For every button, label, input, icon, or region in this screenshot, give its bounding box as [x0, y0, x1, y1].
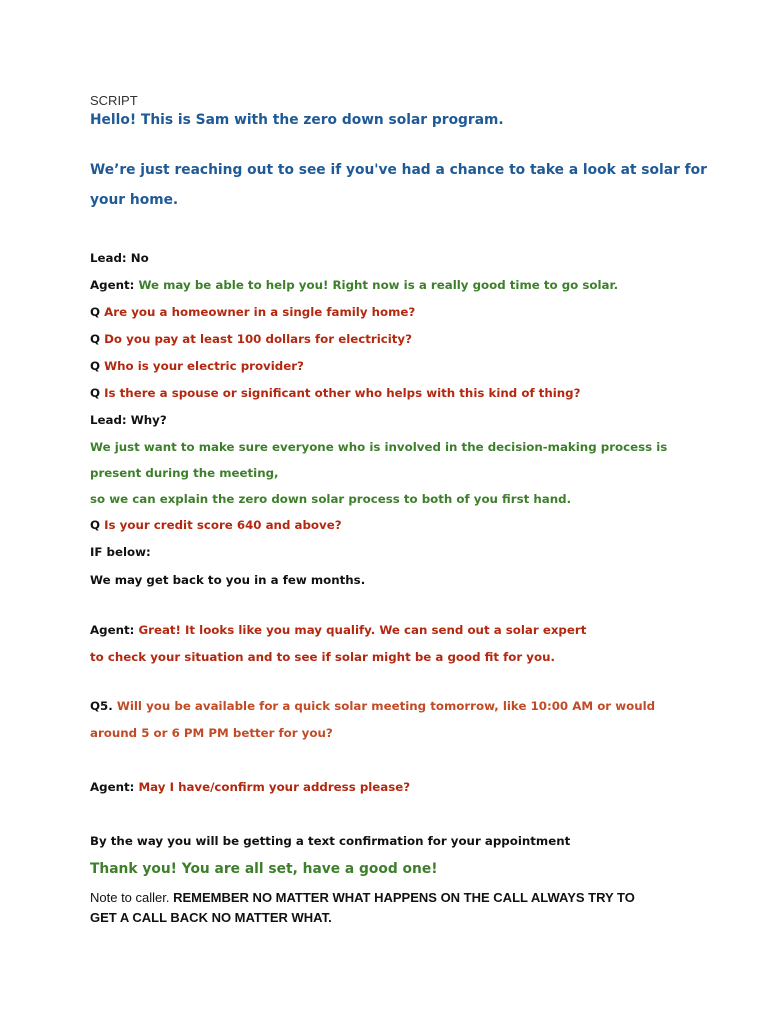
note-line-2 [90, 910, 332, 926]
agent-address-line [90, 780, 410, 794]
text-confirmation-line: By the way you will be getting a text confirmation for your appointment [90, 834, 571, 848]
note-prefix: Note to caller. [90, 890, 174, 905]
follow-up-line: We may get back to you in a few months. [90, 573, 366, 587]
agent-qualify-text: Great! It looks like you may qualify. We can send out a solar expert [138, 623, 587, 637]
agent-qualify-line-1 [90, 623, 586, 637]
intro-line-2: your home. [90, 192, 179, 208]
agent-help-text: We may be able to help you! Right now is a really good time to go solar. [138, 278, 619, 292]
note-line-1 [90, 890, 635, 906]
question-text: Do you pay at least 100 dollars for electricity? [104, 332, 412, 346]
agent-address-text: May I have/confirm your address please? [138, 780, 411, 794]
why-answer-line-1: We just want to make sure everyone who is involved in the decision-making process is [90, 440, 668, 454]
question-meeting-line-2: around 5 or 6 PM PM better for you? [90, 726, 333, 740]
question-electricity [90, 332, 412, 346]
if-below-line: IF below: [90, 545, 151, 559]
question-prefix: Q [90, 305, 105, 319]
question-credit-score [90, 518, 342, 532]
script-label: SCRIPT [90, 93, 138, 108]
question-provider [90, 359, 304, 373]
question-prefix: Q5. [90, 699, 117, 713]
agent-qualify-line-2: to check your situation and to see if solar might be a good fit for you. [90, 650, 555, 664]
note-caps-text-1: REMEMBER NO MATTER WHAT HAPPENS ON THE CALL ALWAYS TRY TO [173, 890, 635, 905]
question-prefix: Q [90, 359, 105, 373]
question-text: Is there a spouse or significant other who helps with this kind of thing? [104, 386, 581, 400]
question-homeowner [90, 305, 415, 319]
lead-why-line: Lead: Why? [90, 413, 167, 427]
question-text: Who is your electric provider? [104, 359, 304, 373]
question-meeting-text: Will you be available for a quick solar meeting tomorrow, like 10:00 AM or would [116, 699, 656, 713]
question-text: Are you a homeowner in a single family home? [104, 305, 416, 319]
greeting-line: Hello! This is Sam with the zero down solar program. [90, 112, 504, 128]
agent-prefix: Agent: [90, 780, 139, 794]
why-answer-line-3: so we can explain the zero down solar process to both of you first hand. [90, 492, 572, 506]
question-prefix: Q [90, 332, 105, 346]
question-prefix: Q [90, 518, 105, 532]
lead-no-line: Lead: No [90, 251, 149, 265]
agent-help-line [90, 278, 618, 292]
thank-you-line: Thank you! You are all set, have a good one! [90, 861, 438, 877]
question-spouse [90, 386, 580, 400]
agent-prefix: Agent: [90, 278, 139, 292]
question-text: Is your credit score 640 and above? [104, 518, 342, 532]
note-caps-text-2: GET A CALL BACK NO MATTER WHAT. [90, 910, 332, 925]
question-prefix: Q [90, 386, 105, 400]
why-answer-line-2: present during the meeting, [90, 466, 279, 480]
question-meeting-line-1 [90, 699, 655, 713]
agent-prefix: Agent: [90, 623, 139, 637]
intro-line-1: We’re just reaching out to see if you've had a chance to take a look at solar for [90, 162, 707, 178]
